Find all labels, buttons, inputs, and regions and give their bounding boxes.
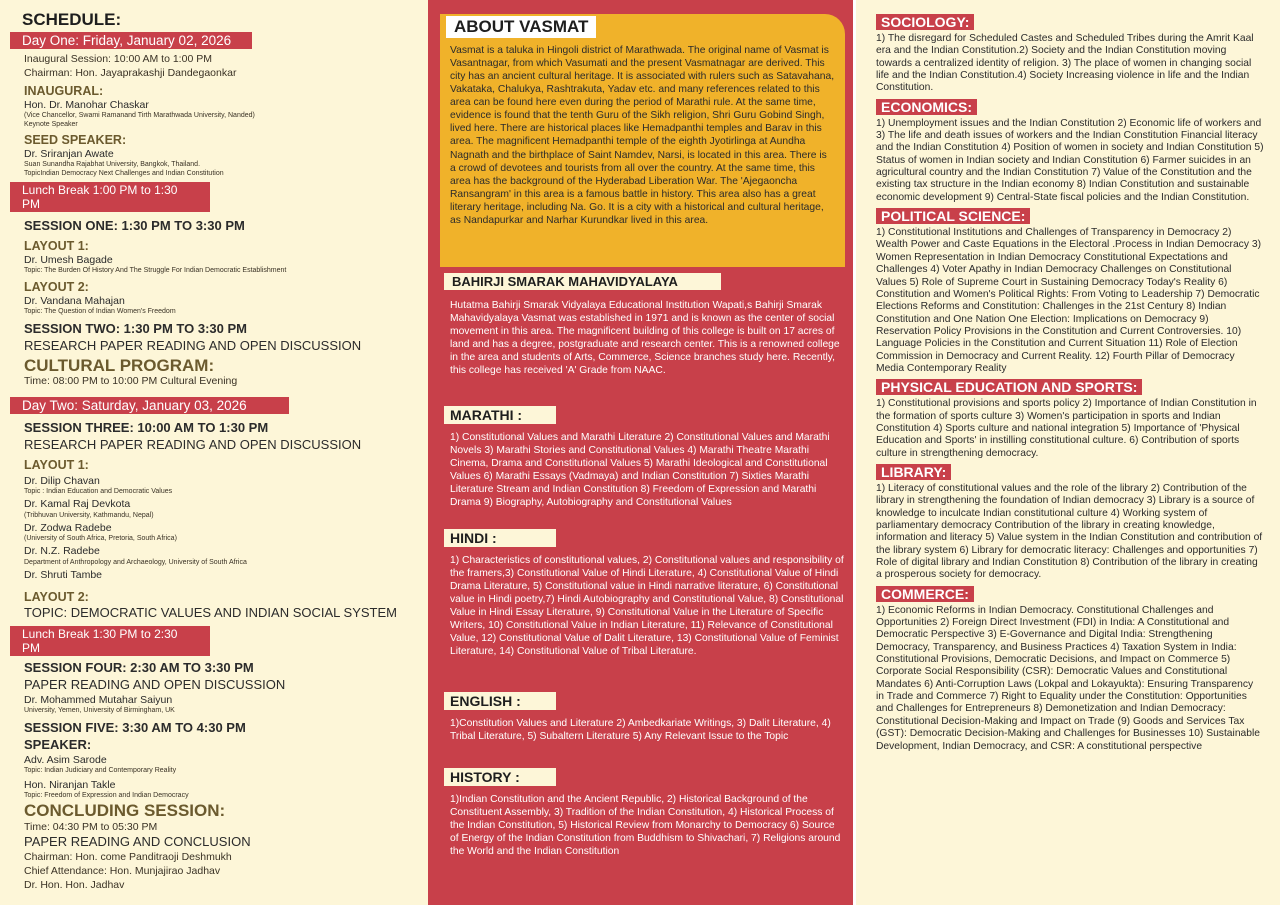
speaker-note: (University of South Africa, Pretoria, South Africa)	[24, 535, 177, 543]
schedule-title: SCHEDULE:	[22, 10, 122, 29]
speaker-name: Dr. Shruti Tambe	[24, 568, 103, 581]
english-section	[444, 692, 844, 743]
hindi-text: 1) Characteristics of constitutional values, 2) Constitutional values and responsibility of the framers,3) Constitutional Value of Hindi Literature, 4) Constitutional Value of Hindi Drama Literature, 5) Constitutional value in Hindi narrative literature, 6) Constitutional value in Hindi poetry,7) Hindi Autobiography and Constitutional Value, 8) Constitutional Value in Hindi Essay Literature, 9) Constitutional Value in the Literature of Specific Writers, 10) Constitutional Value in Indian Literature, 11) Relevance of Constitutional Value, 12) Constitutional Value of Dalit Literature, 13) Constitutional Value of Feminist Literature, 14) Constitutional Value of Tribal Literature.	[450, 555, 844, 658]
day-one-layout1-topic: Topic: The Burden Of History And The Struggle For Indian Democratic Establishment	[24, 267, 287, 275]
day-two-layout2-heading: LAYOUT 2:	[24, 590, 89, 605]
speaker1-name: Adv. Asim Sarode	[24, 754, 107, 767]
economics-title: ECONOMICS:	[876, 99, 977, 115]
concluding-time: Time: 04:30 PM to 05:30 PM	[24, 820, 158, 833]
commerce-section	[876, 586, 1264, 753]
economics-section	[876, 99, 1264, 204]
concluding-heading: CONCLUDING SESSION:	[24, 801, 226, 821]
cultural-program-time: Time: 08:00 PM to 10:00 PM Cultural Evening	[24, 375, 238, 388]
session-two-description: RESEARCH PAPER READING AND OPEN DISCUSSION	[24, 337, 362, 353]
day-one-layout2-heading: LAYOUT 2:	[24, 279, 89, 294]
seed-speaker-name: Dr. Sriranjan Awate	[24, 148, 114, 161]
speaker-item	[12, 569, 418, 582]
college-section	[444, 273, 844, 377]
english-text: 1)Constitution Values and Literature 2) Ambedkariate Writings, 3) Dalit Literature, 4) Tribal Literature, 5) Subaltern Literature 5) Any Relevant Issue to the Topic	[450, 718, 831, 743]
speaker-note: Topic : Indian Education and Democratic Values	[24, 488, 173, 496]
history-text: 1)Indian Constitution and the Ancient Republic, 2) Historical Background of the Constituent Assembly, 3) Tradition of the Indian Constitution, 4) Historical Process of the Indian Constitution, 5) Historical Review from Monarchy to Democracy 6) Source of Energy of the Indian Constitution from Buddhism to Shivachari, 7) Religions around the World and the Indian Constitution	[450, 794, 841, 858]
speaker-item	[12, 475, 418, 497]
day-one-bar: Day One: Friday, January 02, 2026	[10, 32, 252, 49]
seed-speaker-topic: TopicIndian Democracy Next Challenges and Indian Constitution	[24, 169, 224, 177]
speaker-name: Dr. Kamal Raj Devkota	[24, 498, 131, 511]
political-science-title: POLITICAL SCIENCE:	[876, 208, 1030, 224]
speaker-name: Dr. Zodwa Radebe	[24, 521, 112, 534]
speaker-heading: SPEAKER:	[24, 737, 92, 753]
subjects-column	[853, 0, 1280, 905]
political-science-section	[876, 208, 1264, 375]
day-two-layout2-topic: TOPIC: DEMOCRATIC VALUES AND INDIAN SOCIAL SYSTEM	[24, 605, 397, 621]
day-one-layout2-topic: Topic: The Question of Indian Women's Freedom	[24, 307, 176, 315]
sociology-section	[876, 14, 1264, 95]
inaugural-heading: INAUGURAL:	[24, 84, 104, 99]
day-two-layout1-heading: LAYOUT 1:	[24, 457, 89, 472]
session-one-heading: SESSION ONE: 1:30 PM TO 3:30 PM	[24, 218, 245, 234]
physical-education-text: 1) Constitutional provisions and sports policy 2) Importance of Indian Constitution in the formation of sports culture 3) Women's participation in sports and Indian Constitution 4) Sports culture and national integration 5) Importance of 'Physical Education and Sports' in instilling constitutional culture. 6) Contribution of sports culture in strengthening democracy.	[876, 398, 1257, 459]
concluding-description: PAPER READING AND CONCLUSION	[24, 834, 251, 850]
day-two-bar: Day Two: Saturday, January 03, 2026	[10, 397, 289, 414]
speaker-item	[12, 545, 418, 567]
seed-speaker-affiliation: Suan Sunandha Rajabhat University, Bangkok, Thailand.	[24, 161, 201, 169]
about-vasmat-title: ABOUT VASMAT	[446, 16, 596, 38]
concluding-chief: Chief Attendance: Hon. Munjajirao Jadhav	[24, 864, 221, 877]
library-title: LIBRARY:	[876, 464, 951, 480]
inaugural-session-time: Inaugural Session: 10:00 AM to 1:00 PM	[24, 53, 212, 65]
seed-speaker-heading: SEED SPEAKER:	[24, 133, 127, 148]
marathi-text: 1) Constitutional Values and Marathi Literature 2) Constitutional Values and Marathi Novels 3) Marathi Stories and Constitutional Values 4) Marathi Theatre Marathi Cinema, Drama and Constitutional Values 5) Marathi Ideological and Constitutional Values 6) Marathi Essays (Vadmaya) and Indian Constitution 7) Sixties Marathi Literature Stream and Indian Constitution 8) Freedom of Expression and Marathi Drama 9) Biography, Autobiography and Constitutional Values	[450, 432, 830, 509]
economics-text: 1) Unemployment issues and the Indian Constitution 2) Economic life of workers and 3) The life and death issues of workers and the Indian Constitution Financial literacy and the Indian Constitution 4) Position of women in society and Indian Constitution 5) Status of women in Indian society and Indian Constitution 6) Farmer suicides in an agricultural country and the Indian Constitution 7) Value of the Constitution and the existing tax structure in the Indian economy 8) Indian Constitution and sustainable economic development 9) Central-State fiscal policies and the Indian Constitution.	[876, 117, 1264, 203]
inaugural-name: Hon. Dr. Manohar Chaskar	[24, 99, 149, 112]
session-four-heading: SESSION FOUR: 2:30 AM TO 3:30 PM	[24, 659, 254, 675]
schedule-column	[0, 0, 428, 905]
day-one-layout2-name: Dr. Vandana Mahajan	[24, 294, 125, 307]
inaugural-chairman: Chairman: Hon. Jayaprakashji Dandegaonkar	[24, 66, 237, 79]
speaker-name: Dr. Dilip Chavan	[24, 474, 100, 487]
commerce-title: COMMERCE:	[876, 586, 974, 602]
about-vasmat-text: Vasmat is a taluka in Hingoli district of Marathwada. The original name of Vasmat is Vasantnagar, from which Vasumati and the present Vasmatnagar are derived. This city has an ancient cultural heritage. It is associated with rulers such as Satavahana, Vakataka, Chalukya, Rashtrakuta, Yadav etc. and many references related to this area can be found here even during the period of Marathi rule. At the same time, evidence is found that the tenth Guru of the Sikh religion, Shri Guru Gobind Singh, lived here. There are historical places like Hemadpanthi temples and Barav in this area. The magnificent Hemadpanthi temple of the eighth Jyotirlinga at Aundha Nagnath and the birthplace of Saint Namdev, Narsi, is located in this area. There is a crowd of devotees and tourists from all over the country. At the same time, this area has the background of the Hyderabad Liberation War. The 'Ajegaoncha Ransangram' in this area is a famous battle in history. This area also has a great literary heritage, including Na. Go. It is a city with a historical and cultural heritage, as Nandapurkar and Narhar Kurundkar lived in this area.	[450, 45, 835, 226]
college-text: Hutatma Bahirji Smarak Vidyalaya Educational Institution Wapati,s Bahirji Smarak Mahavidyalaya Vasmat was established in 1971 and is known as the center of social movement in this area. The magnificent building of this college is built on 17 acres of land and has a degree, postgraduate and research center. This is a renowned college in the area and students of Arts, Commerce, Science branches study here. Recently, this college has received 'A' Grade from NAAC.	[450, 300, 840, 377]
session-four-affiliation: University, Yemen, University of Birmingham, UK	[24, 706, 175, 714]
session-four-name: Dr. Mohammed Mutahar Saiyun	[24, 693, 173, 706]
marathi-title: MARATHI :	[444, 406, 556, 424]
concluding-last: Dr. Hon. Hon. Jadhav	[24, 878, 125, 891]
concluding-chairman: Chairman: Hon. come Panditraoji Deshmukh	[24, 851, 232, 864]
hindi-section	[444, 529, 844, 659]
sociology-title: SOCIOLOGY:	[876, 14, 974, 30]
day-one-lunch-bar: Lunch Break 1:00 PM to 1:30 PM	[10, 182, 210, 212]
session-three-heading: SESSION THREE: 10:00 AM TO 1:30 PM	[24, 420, 269, 436]
history-section	[444, 768, 844, 858]
speaker-note: Department of Anthropology and Archaeology, University of South Africa	[24, 558, 247, 566]
marathi-section	[444, 406, 844, 509]
speaker2-name: Hon. Niranjan Takle	[24, 778, 116, 791]
speaker-item	[12, 522, 418, 544]
day-one-layout1-heading: LAYOUT 1:	[24, 238, 89, 253]
about-vasmat-box	[440, 14, 845, 267]
library-text: 1) Literacy of constitutional values and the role of the library 2) Contribution of the library in strengthening the foundation of Indian democracy 3) Library is a source of knowledge to inculcate Indian constitutional culture 4) Working system of parliamentary democracy Contribution of the library in creating knowledge, information and literacy 5) Value system in the Indian Constitution and contribution of the library system 6) Library for democratic literacy: Challenges and opportunities 7) Role of digital library and Indian Constitution 8) Contribution of the library in creating a prosperous society for democracy.	[876, 482, 1263, 581]
political-science-text: 1) Constitutional Institutions and Challenges of Transparency in Democracy 2) Wealth Power and Caste Equations in the Electoral .Process in Indian Democracy 3) Women Representation in Indian Democracy Constitutional Expectations and Challenges 4) Voter Apathy in Indian Democracy Challenges on Constitutional Values 5) Role of Supreme Court in Sustaining Democracy Today's Reality 6) Constitution and Women's Political Rights: From Voting to Leadership 7) Democratic Elections Reforms and Constitution: Challenges in the 21st Century 8) Indian Constitution and One Nation One Election: Implications on Democracy 9) Reservation Policy Provisions in the Constitution and Current Controversies. 10) Language Policies in the Constitution and Current Situation 11) Role of Election Commission in Democracy and Current Reality. 12) Fourth Pillar of Democracy Media Contemporary Reality	[876, 227, 1261, 374]
cultural-program-heading: CULTURAL PROGRAM:	[24, 355, 215, 375]
inaugural-role: Keynote Speaker	[24, 120, 78, 128]
physical-education-section	[876, 379, 1264, 460]
speaker2-topic: Topic: Freedom of Expression and Indian Democracy	[24, 791, 189, 799]
inaugural-affiliation: (Vice Chancellor, Swami Ramanand Tirth Marathwada University, Nanded)	[24, 112, 255, 120]
commerce-text: 1) Economic Reforms in Indian Democracy. Constitutional Challenges and Opportunities 2) Foreign Direct Investment (FDI) in India: A Constitutional and Democratic Perspective 3) E-Governance and Digital India: Strengthening Democracy, Transparency, and Business Practices 4) Taxation System in India: Constitutional Provisions, Democratic Decisions, and Impact on Commerce 5) Corporate Social Responsibility (CSR): Democratic Values and Constitutional Mandates 6) Anti-Corruption Laws (Lokpal and Lokayukta): Ensuring Transparency in Trade and Commerce 7) Right to Equality under the Constitution: Opportunities and Challenges for Entrepreneurs 8) Demonetization and Indian Democracy: Constitutional Decision-Making and Impact on Trade (9) Goods and Services Tax (GST): Democratic Decision-Making and Challenges for Businesses 10) Sustainable Development, Indian Democracy, and CSR: A constitutional perspective	[876, 604, 1261, 752]
hindi-title: HINDI :	[444, 529, 556, 547]
about-column	[428, 0, 853, 905]
speaker-item	[12, 498, 418, 520]
library-section	[876, 464, 1264, 582]
session-four-description: PAPER READING AND OPEN DISCUSSION	[24, 676, 286, 692]
sociology-text: 1) The disregard for Scheduled Castes and Scheduled Tribes during the Amrit Kaal era and the Indian Constitution.2) Society and the Indian Constitution moving towards a centralized identity of religion. 3) The place of women in changing social life and the Indian Constitution.4) Society Increasing violence in life and the Indian Constitution.	[876, 33, 1254, 94]
speaker-note: (Tribhuvan University, Kathmandu, Nepal)	[24, 511, 154, 519]
session-two-heading: SESSION TWO: 1:30 PM TO 3:30 PM	[24, 321, 247, 337]
day-two-lunch-bar: Lunch Break 1:30 PM to 2:30 PM	[10, 626, 210, 656]
english-title: ENGLISH :	[444, 692, 556, 710]
speaker-name: Dr. N.Z. Radebe	[24, 545, 100, 558]
session-three-description: RESEARCH PAPER READING AND OPEN DISCUSSION	[24, 437, 362, 453]
day-two-speaker-list	[12, 475, 418, 582]
college-title: BAHIRJI SMARAK MAHAVIDYALAYA	[444, 273, 721, 290]
session-five-heading: SESSION FIVE: 3:30 AM TO 4:30 PM	[24, 720, 246, 736]
speaker1-topic: Topic: Indian Judiciary and Contemporary Reality	[24, 767, 177, 775]
day-one-layout1-name: Dr. Umesh Bagade	[24, 253, 113, 266]
history-title: HISTORY :	[444, 768, 556, 786]
physical-education-title: PHYSICAL EDUCATION AND SPORTS:	[876, 379, 1142, 395]
